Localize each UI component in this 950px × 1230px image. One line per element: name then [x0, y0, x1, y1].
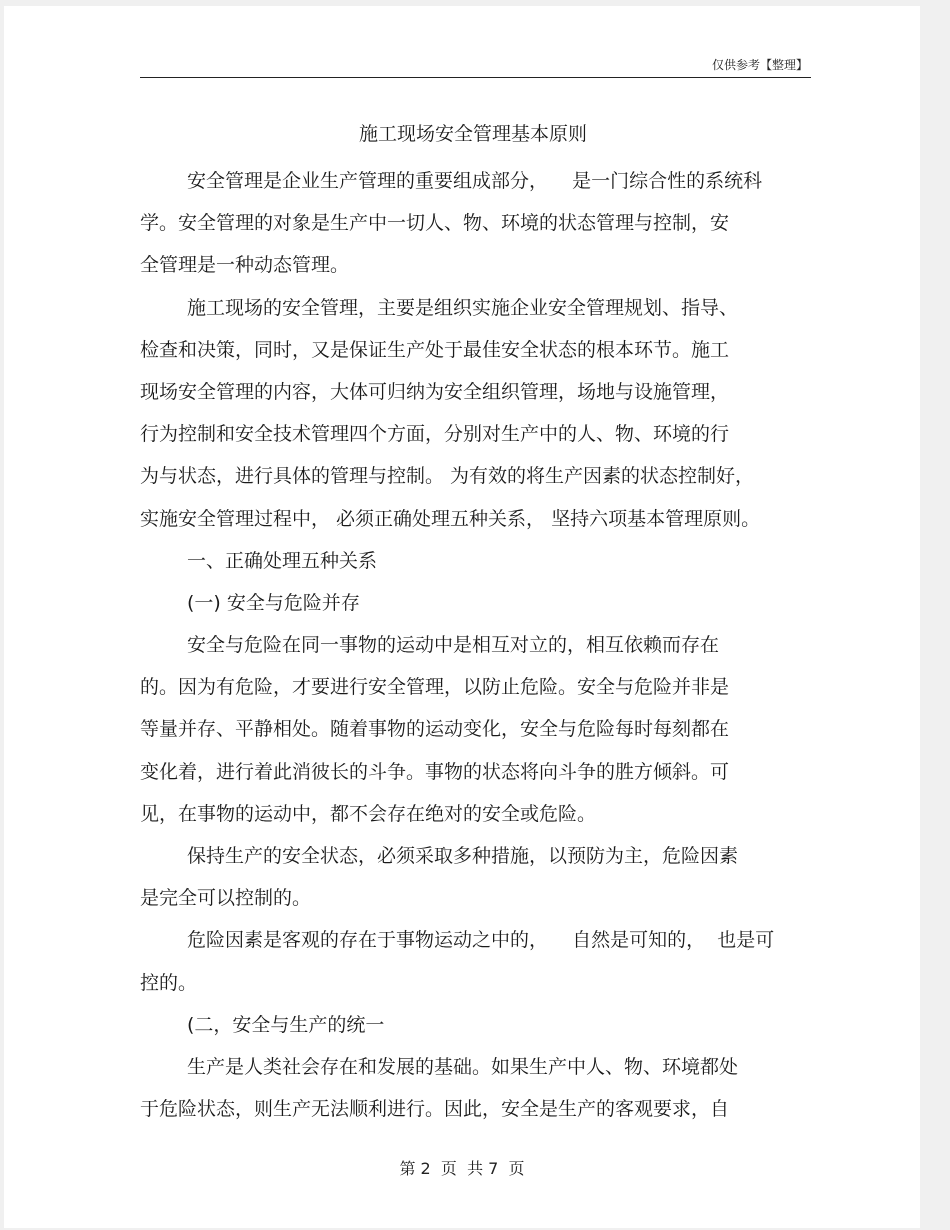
text-line: (一) 安全与危险并存 — [187, 591, 360, 614]
text-line: 是完全可以控制的。 — [140, 887, 312, 910]
text-line: 保持生产的安全状态，必须采取多种措施，以预防为主，危险因素 — [187, 845, 739, 867]
document-title: 施工现场安全管理基本原则 — [358, 123, 587, 145]
text-line: 为与状态，进行具体的管理与控制。 为有效的将生产因素的状态控制好， — [140, 465, 755, 488]
page-footer: 第 2 页 共 7 页 — [399, 1159, 525, 1178]
text-line: 全管理是一种动态管理。 — [140, 254, 350, 277]
text-line: 控的。 — [140, 971, 198, 994]
text-line: 等量并存、平静相处。随着事物的运动变化，安全与危险每时每刻都在 — [140, 718, 730, 741]
header-note: 仅供参考【整理】 — [711, 58, 808, 72]
text-line: 安全与危险在同一事物的运动中是相互对立的，相互依赖而存在 — [187, 634, 720, 657]
text-line: 于危险状态，则生产无法顺利进行。因此，安全是生产的客观要求，自 — [140, 1098, 730, 1121]
text-line: 现场安全管理的内容，大体可归纳为安全组织管理，场地与设施管理， — [140, 380, 730, 403]
text-line: 安全管理是企业生产管理的重要组成部分， 是一门综合性的系统科 — [187, 170, 763, 192]
text-line: 检查和决策，同时，又是保证生产处于最佳安全状态的根本环节。施工 — [140, 338, 730, 361]
text-line: 的。因为有危险，才要进行安全管理，以防止危险。安全与危险并非是 — [140, 676, 730, 699]
document-body — [140, 118, 820, 1130]
text-line: 生产是人类社会存在和发展的基础。如果生产中人、物、环境都处 — [187, 1055, 739, 1078]
text-line: 实施安全管理过程中， 必须正确处理五种关系， 坚持六项基本管理原则。 — [140, 507, 761, 530]
text-line: 行为控制和安全技术管理四个方面，分别对生产中的人、物、环境的行 — [140, 423, 730, 446]
document-page — [4, 6, 920, 1228]
paragraph-lines — [140, 160, 820, 1130]
text-line: 学。安全管理的对象是生产中一切人、物、环境的状态管理与控制，安 — [140, 212, 730, 235]
text-line: 见，在事物的运动中，都不会存在绝对的安全或危险。 — [140, 802, 597, 825]
text-line: 一、正确处理五种关系 — [187, 549, 378, 572]
text-line: 变化着，进行着此消彼长的斗争。事物的状态将向斗争的胜方倾斜。可 — [140, 760, 730, 783]
text-line: (二，安全与生产的统一 — [187, 1013, 385, 1036]
header-rule — [140, 77, 811, 78]
text-line: 施工现场的安全管理，主要是组织实施企业安全管理规划、指导、 — [187, 296, 739, 319]
text-line: 危险因素是客观的存在于事物运动之中的， 自然是可知的， 也是可 — [187, 929, 775, 952]
